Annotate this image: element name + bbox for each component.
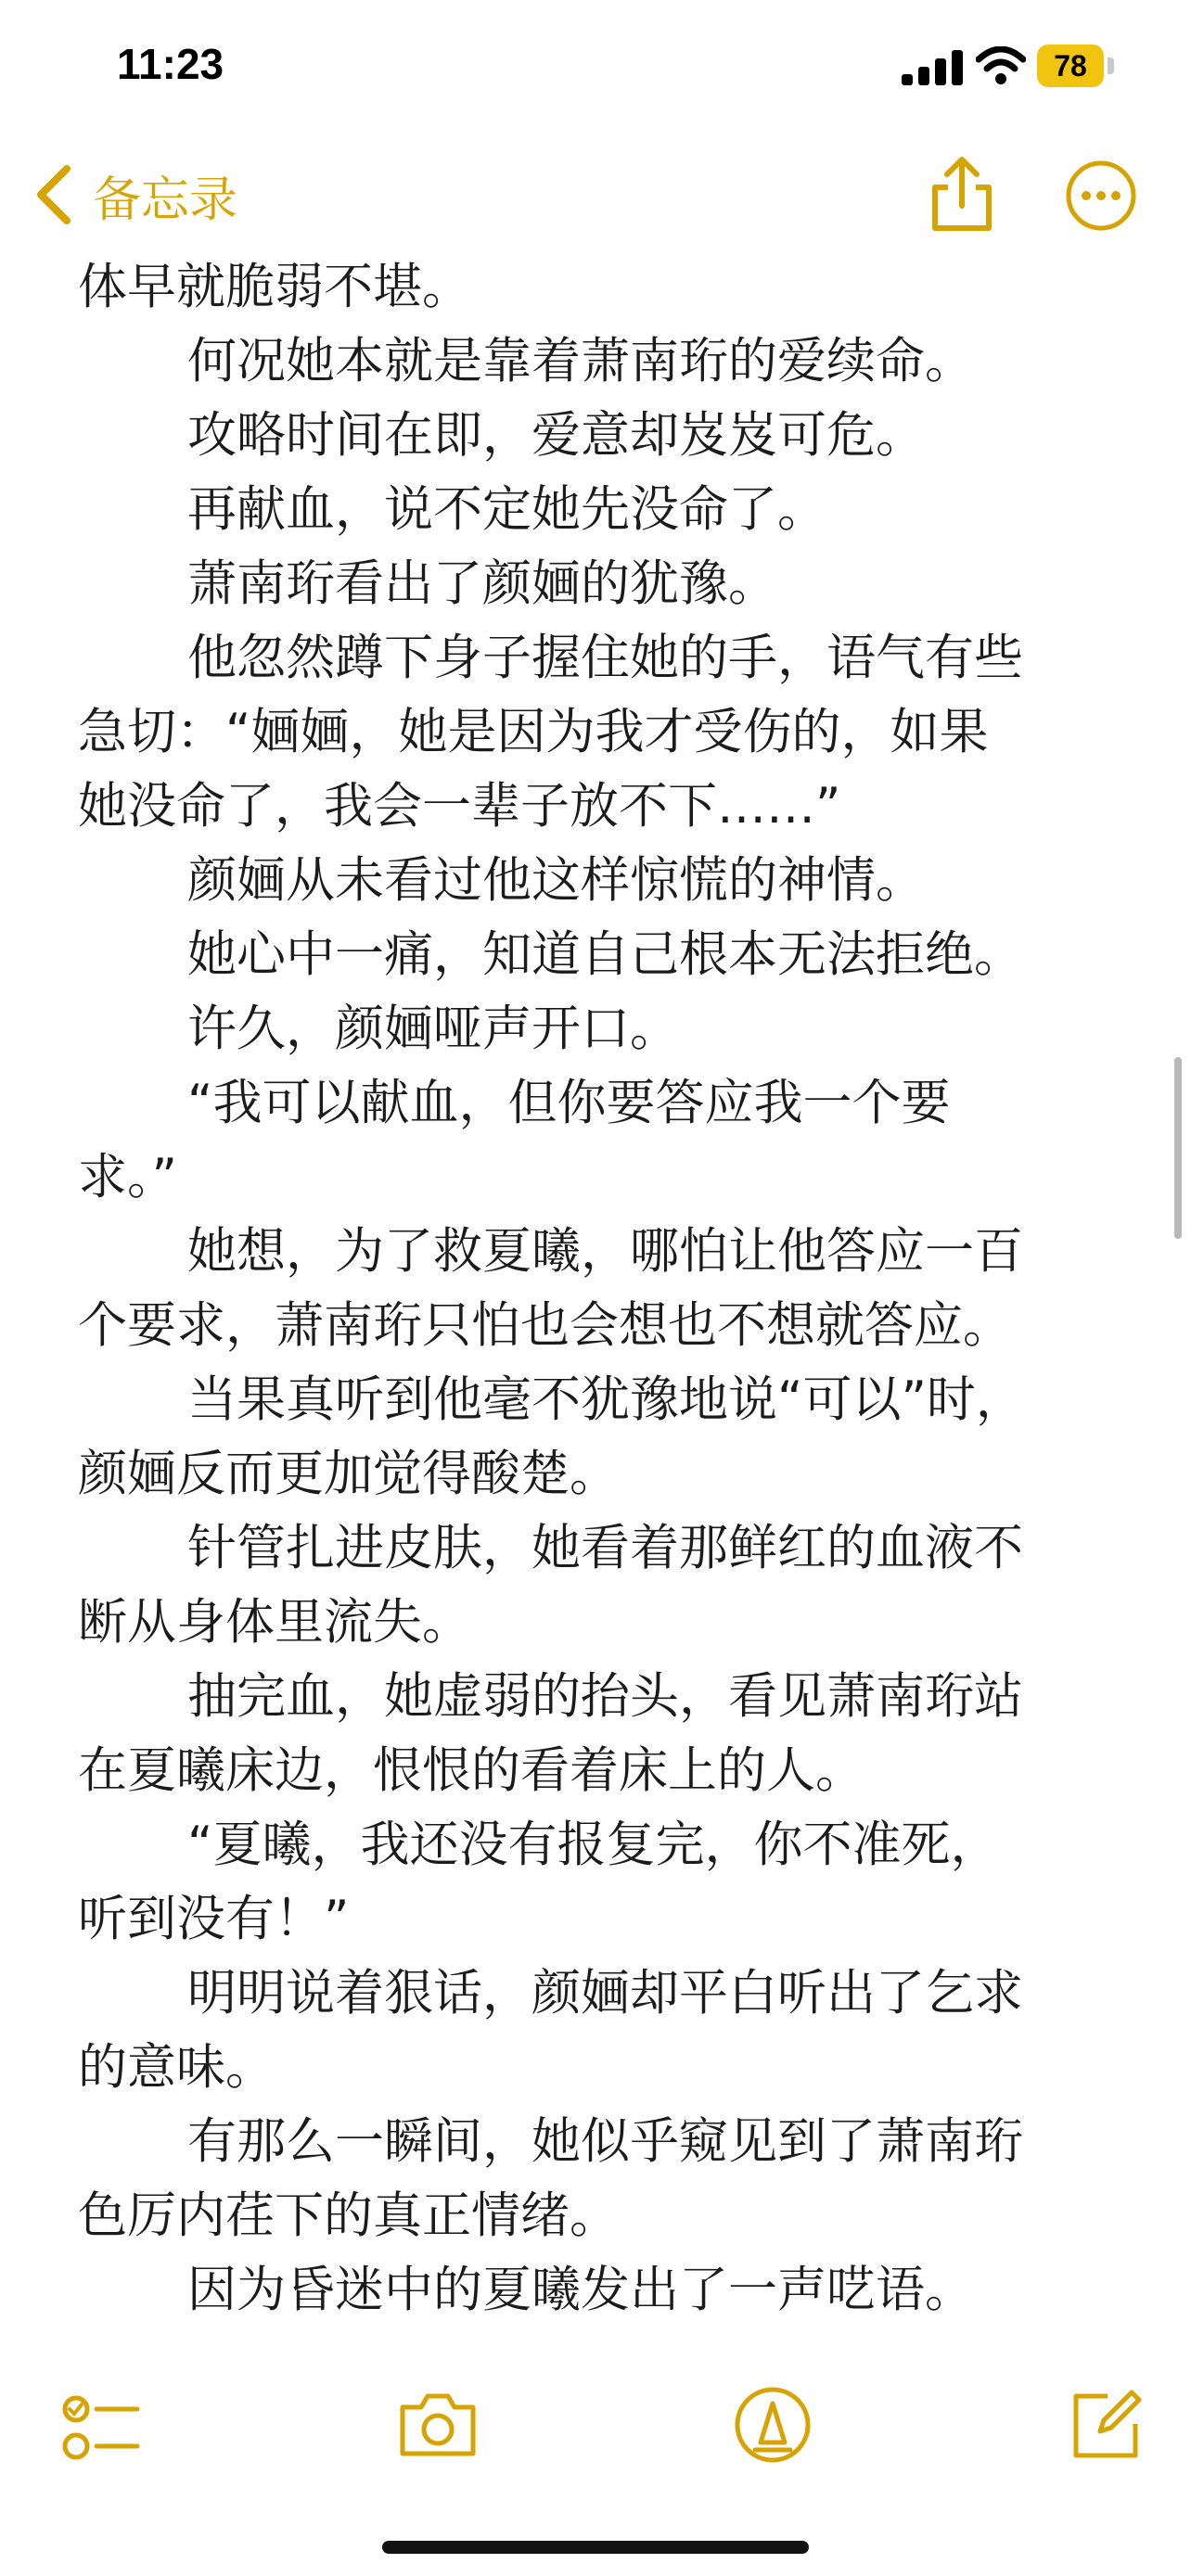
note-line: 何况她本就是靠着萧南珩的爱续命。 <box>187 333 974 389</box>
note-line: 她想，为了救夏曦，哪怕让他答应一百 <box>187 1223 1023 1280</box>
nav-bar <box>0 139 1191 250</box>
note-line: 她没命了，我会一辈子放不下……” <box>78 778 841 835</box>
markup-icon[interactable] <box>733 2385 813 2465</box>
battery-indicator <box>1037 45 1117 87</box>
share-icon[interactable] <box>924 156 1000 234</box>
note-line: “我可以献血，但你要答应我一个要 <box>187 1075 951 1131</box>
battery-cap <box>1108 57 1114 74</box>
note-line: 急切：“婳婳，她是因为我才受伤的，如果 <box>78 704 989 760</box>
note-line: “夏曦，我还没有报复完，你不准死， <box>187 1817 1000 1873</box>
bottom-toolbar <box>0 2374 1191 2476</box>
more-icon[interactable] <box>1065 159 1137 232</box>
back-button[interactable] <box>32 158 237 232</box>
note-line: 颜婳从未看过他这样惊慌的神情。 <box>187 852 925 909</box>
cellular-signal-icon <box>900 48 967 85</box>
battery-level: 78 <box>1037 45 1104 87</box>
note-line: 颜婳反而更加觉得酸楚。 <box>78 1446 619 1502</box>
checklist-icon[interactable] <box>59 2385 143 2468</box>
home-indicator[interactable] <box>382 2541 809 2554</box>
wifi-icon <box>976 46 1026 85</box>
scrollbar[interactable] <box>1174 1057 1182 1239</box>
note-line: 断从身体里流失。 <box>78 1594 471 1651</box>
back-label: 备忘录 <box>93 172 238 228</box>
note-line: 求。” <box>78 1149 177 1205</box>
camera-icon[interactable] <box>395 2385 480 2463</box>
note-line: 有那么一瞬间，她似乎窥见到了萧南珩 <box>187 2113 1023 2170</box>
note-line: 因为昏迷中的夏曦发出了一声呓语。 <box>187 2262 974 2318</box>
note-line: 在夏曦床边，恨恨的看着床上的人。 <box>78 1742 864 1799</box>
status-time: 11:23 <box>117 40 224 88</box>
note-line: 她心中一痛，知道自己根本无法拒绝。 <box>187 926 1023 983</box>
note-line: 体早就脆弱不堪。 <box>78 259 471 315</box>
note-line: 明明说着狠话，颜婳却平白听出了乞求 <box>187 1965 1023 2021</box>
note-line: 攻略时间在即，爱意却岌岌可危。 <box>187 407 925 464</box>
note-line: 当果真听到他毫不犹豫地说“可以”时， <box>187 1371 1025 1428</box>
note-line: 个要求，萧南珩只怕也会想也不想就答应。 <box>78 1297 1012 1354</box>
note-line: 许久，颜婳哑声开口。 <box>187 1001 679 1057</box>
note-line: 听到没有！” <box>78 1891 350 1947</box>
note-line: 色厉内荏下的真正情绪。 <box>78 2187 619 2244</box>
note-line: 他忽然蹲下身子握住她的手，语气有些 <box>187 630 1023 686</box>
note-line: 再献血，说不定她先没命了。 <box>187 481 826 538</box>
note-line: 的意味。 <box>78 2039 275 2096</box>
chevron-left-icon <box>32 161 76 228</box>
note-line: 抽完血，她虚弱的抬头，看见萧南珩站 <box>187 1668 1023 1725</box>
note-line: 萧南珩看出了颜婳的犹豫。 <box>187 555 777 612</box>
note-line: 针管扎进皮肤，她看着那鲜红的血液不 <box>187 1520 1023 1576</box>
compose-icon[interactable] <box>1065 2385 1145 2465</box>
status-bar <box>0 0 1191 139</box>
note-content[interactable] <box>78 250 1117 2346</box>
